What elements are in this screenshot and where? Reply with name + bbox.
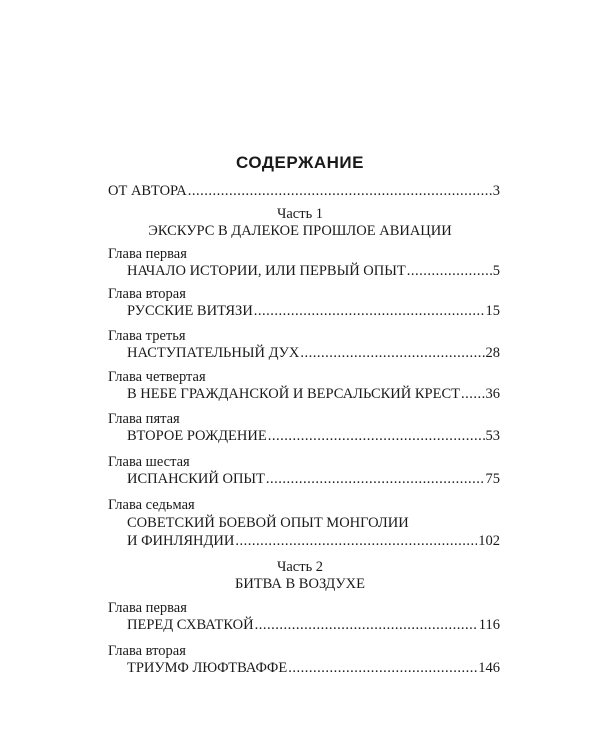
chapter-label: Глава третья (108, 328, 186, 344)
dot-leader (407, 262, 492, 280)
chapter-label: Глава шестая (108, 454, 190, 470)
entry-title: В НЕБЕ ГРАЖДАНСКОЙ И ВЕРСАЛЬСКИЙ КРЕСТ (127, 386, 460, 402)
toc-entry-chapter[interactable] (127, 659, 500, 677)
toc-entry-chapter[interactable] (127, 427, 500, 445)
entry-title: ИСПАНСКИЙ ОПЫТ (127, 471, 265, 487)
entry-title: ПЕРЕД СХВАТКОЙ (127, 617, 254, 633)
dot-leader (254, 302, 485, 320)
chapter-label: Глава пятая (108, 411, 180, 427)
dot-leader (268, 427, 485, 445)
chapter-label: Глава четвертая (108, 369, 206, 385)
dot-leader (188, 182, 492, 200)
dot-leader (255, 616, 478, 634)
chapter-label: Глава вторая (108, 643, 186, 659)
chapter-label: Глава седьмая (108, 497, 195, 513)
part-label: Часть 1 (276, 206, 324, 222)
entry-title: НАЧАЛО ИСТОРИИ, ИЛИ ПЕРВЫЙ ОПЫТ (127, 263, 406, 279)
entry-title: ТРИУМФ ЛЮФТВАФФЕ (127, 660, 288, 676)
chapter-label: Глава первая (108, 600, 187, 616)
entry-page: 28 (485, 345, 500, 361)
entry-page: 146 (478, 660, 500, 676)
entry-page: 102 (478, 533, 500, 549)
toc-entry-chapter[interactable] (127, 302, 500, 320)
dot-leader (266, 470, 485, 488)
part-name: БИТВА В ВОЗДУХЕ (235, 576, 365, 592)
entry-title: ВТОРОЕ РОЖДЕНИЕ (127, 428, 267, 444)
dot-leader (300, 344, 484, 362)
entry-title: И ФИНЛЯНДИИ (127, 533, 235, 549)
entry-title: НАСТУПАТЕЛЬНЫЙ ДУХ (127, 345, 300, 361)
toc-entry-chapter[interactable] (127, 532, 500, 550)
chapter-label: Глава вторая (108, 286, 186, 302)
entry-title: РУССКИЕ ВИТЯЗИ (127, 303, 253, 319)
toc-entry-chapter[interactable] (127, 344, 500, 362)
entry-page: 36 (485, 386, 500, 402)
page-title: СОДЕРЖАНИЕ (236, 153, 364, 172)
entry-page: 116 (478, 617, 500, 633)
entry-title: ОТ АВТОРА (108, 183, 187, 199)
toc-entry-chapter[interactable] (127, 262, 500, 280)
chapter-label: Глава первая (108, 246, 187, 262)
toc-entry-chapter[interactable] (127, 470, 500, 488)
toc-entry-chapter[interactable] (127, 616, 500, 634)
toc-entry-preface[interactable] (108, 182, 500, 200)
entry-page: 5 (492, 263, 500, 279)
toc-entry-chapter[interactable] (127, 385, 500, 403)
entry-page: 3 (492, 183, 500, 199)
part-label: Часть 2 (276, 559, 324, 575)
dot-leader (288, 659, 477, 677)
entry-page: 15 (485, 303, 500, 319)
entry-page: 75 (485, 471, 500, 487)
chapter-title-line1[interactable]: СОВЕТСКИЙ БОЕВОЙ ОПЫТ МОНГОЛИИ (127, 515, 409, 531)
part-name: ЭКСКУРС В ДАЛЕКОЕ ПРОШЛОЕ АВИАЦИИ (148, 223, 452, 239)
dot-leader (461, 385, 485, 403)
entry-page: 53 (485, 428, 500, 444)
dot-leader (235, 532, 477, 550)
